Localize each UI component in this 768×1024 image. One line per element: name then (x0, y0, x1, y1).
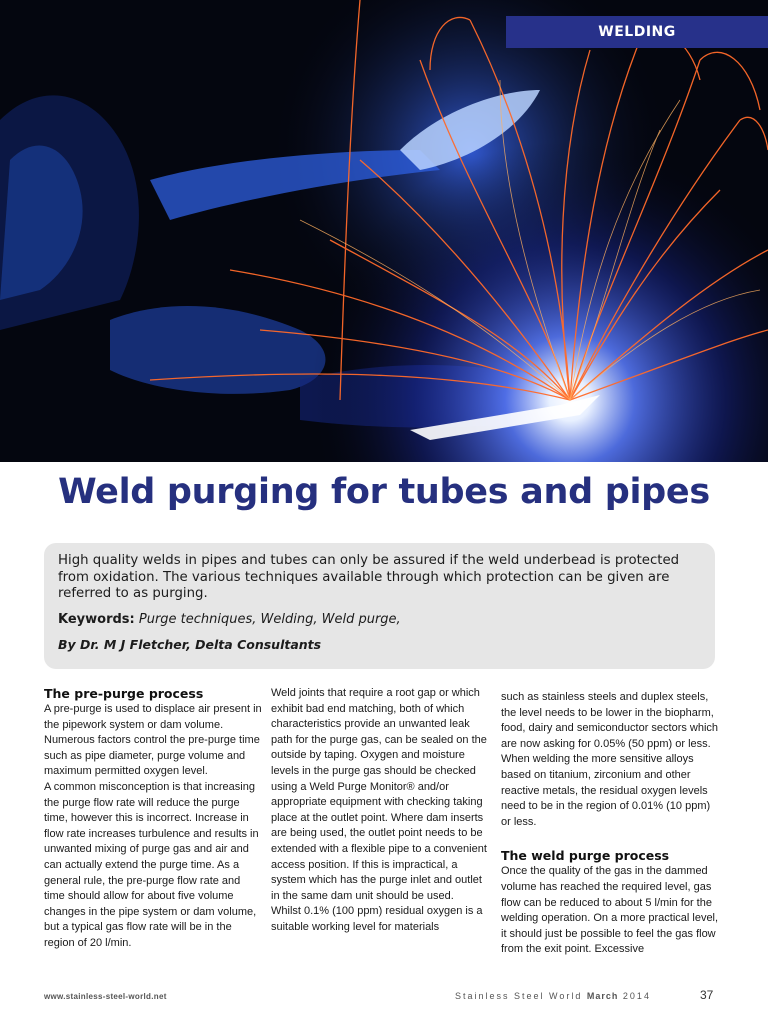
issue-month: March (586, 991, 619, 1001)
standfirst-box (44, 543, 715, 669)
paragraph: A common misconception is that increasing the purge flow rate will reduce the purge time, however this is incorrect. Increase in flow rate increases turbulence and results in unwanted mixing of purge gas and air and can actually extend the purge time. As a general rule, the pre-purge flow rate and time should allow for about five volume changes in the pipe system or dam volume, but a typical gas flow rate will be in the region of 20 l/min. (44, 780, 259, 949)
article-column-3 (501, 690, 721, 958)
page-number: 37 (700, 988, 714, 1002)
keywords-list: Purge techniques, Welding, Weld purge, (138, 611, 401, 627)
keywords-label: Keywords: (58, 611, 135, 627)
paragraph: When welding the more sensitive alloys based on titanium, zirconium and other reactive metals, the residual oxygen levels need to be in the region of 0.01% (10 ppm) or less. (501, 753, 711, 828)
article-column-1 (44, 686, 262, 952)
subheading-pre-purge: The pre-purge process (44, 686, 204, 701)
issue-year: 2014 (622, 991, 651, 1001)
hero-welding-image (0, 0, 768, 462)
byline: By Dr. M J Fletcher, Delta Consultants (58, 636, 322, 652)
section-tab: WELDING (506, 16, 768, 48)
article-headline: Weld purging for tubes and pipes (58, 472, 710, 512)
subheading-weld-purge: The weld purge process (501, 848, 670, 864)
paragraph: Once the quality of the gas in the dammed volume has reached the required level, gas flow can be reduced to about 5 l/min for the welding operation. On a more practical level, it should just be possible to feel the gas flow from the exit point. Excessive (501, 865, 719, 956)
keywords-line (58, 612, 701, 627)
article-column-2 (271, 686, 489, 936)
paragraph: A pre-purge is used to displace air present in the pipework system or dam volume. Numerous factors control the pre-purge time such as pipe diameter, purge volume and maximum permitted oxygen level. (44, 703, 262, 778)
paragraph: Weld joints that require a root gap or which exhibit bad end matching, both of which characteristics provide an unwanted leak path for the purge gas, can be sealed on the outside by taping. Oxygen and moisture levels in the purge gas should be checked using a Weld Purge Monitor® and/or appropriate equipment with checking taking place at the outlet point. Where dam inserts are being used, the outlet point needs to be extended with a flexible pipe to a convenient access position. If this is impractical, a system which has the purge inlet and outlet in the same dam unit should be used. (271, 687, 487, 902)
footer-magazine (455, 991, 651, 1001)
standfirst-intro: High quality welds in pipes and tubes can only be assured if the weld underbead is protected from oxidation. The various techniques available through which protection can be given are referred to as purging. (58, 553, 680, 601)
magazine-name: Stainless Steel World (455, 991, 583, 1001)
footer-website: www.stainless-steel-world.net (44, 992, 167, 1001)
paragraph: Whilst 0.1% (100 ppm) residual oxygen is a suitable working level for materials (271, 905, 483, 933)
paragraph: such as stainless steels and duplex steels, the level needs to be lower in the biopharm, food, dairy and semiconductor sectors which are now asking for 0.05% (50 ppm) or less. (501, 691, 719, 750)
